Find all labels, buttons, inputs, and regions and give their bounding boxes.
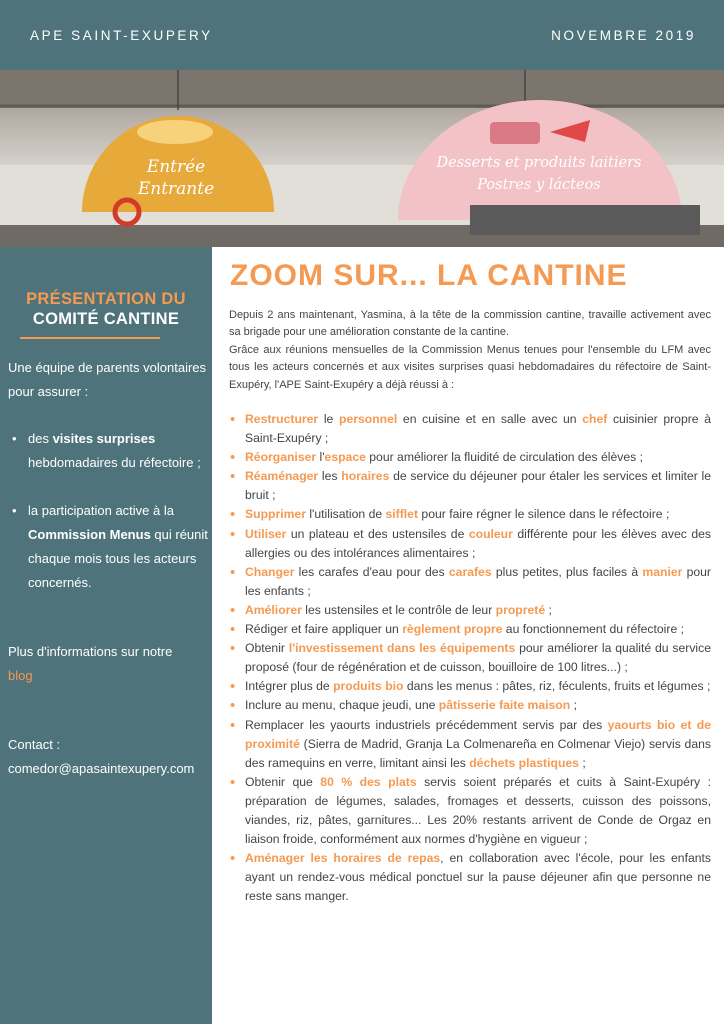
item-text: Obtenir que [245, 774, 321, 789]
highlight-text: sifflet [385, 507, 419, 522]
cafeteria-photo [0, 70, 724, 247]
item-text: (Sierra de Madrid, Granja La Colmenareña en Colmenar Viejo) servis dans des ramequins en verre, limitant ainsi les [245, 736, 711, 770]
intro-text: Depuis 2 ans maintenant, Yasmina, à la tête de la commission cantine, travaille activement avec sa brigade pour une amélioration constante de la cantine. Grâce aux réunions mensuelles de la Commission Menus tenues pour l'ensemble du LFM avec tous les acteurs concernés et aux visites surprises quasi hebdomadaires du réfectoire de Saint-Exupéry, l'APE Saint-Exupéry a déjà réussi à : [229, 309, 711, 391]
item-text: pour les enfants ; [245, 564, 711, 598]
highlight-text: carafes [448, 564, 492, 579]
list-item [229, 639, 711, 677]
highlight-text: 80 % des plats [320, 774, 417, 789]
item-text: le [318, 412, 339, 426]
highlight-text: Utiliser [245, 526, 287, 541]
highlight-text: Changer [245, 564, 295, 579]
item-text: les [318, 469, 342, 484]
list-item [229, 677, 711, 696]
item-text: en cuisine et en salle avec un [397, 412, 583, 426]
item-text: au fonctionnement du réfectoire ; [502, 622, 684, 637]
item-text: Rédiger et faire appliquer un [245, 622, 403, 637]
highlight-text: chef [582, 412, 608, 426]
highlight-text: yaourts bio et de proximité [245, 717, 711, 751]
highlight-text: produits bio [333, 679, 404, 694]
achievements-list [229, 410, 711, 906]
highlight-text: déchets plastiques [469, 755, 579, 770]
highlight-text: règlement propre [402, 622, 503, 637]
list-item [229, 601, 711, 620]
page-title: ZOOM SUR... LA CANTINE [230, 259, 628, 292]
list-item [229, 448, 711, 467]
item-text: pour faire régner le silence dans le réfectoire ; [418, 507, 670, 522]
highlight-text: horaires [341, 469, 390, 484]
item-text: ; [578, 755, 586, 770]
item-text: pour améliorer la qualité du service proposé (four de régénération et de cuisson, bouilloire de 100 litres...) ; [245, 641, 711, 675]
contact-email[interactable]: comedor@apasaintexupery.com [8, 761, 195, 776]
item-text: Remplacer les yaourts industriels précédemment servis par des [245, 717, 608, 732]
sign-left-text: Entrée Entrante [137, 157, 215, 199]
list-item [229, 467, 711, 505]
list-item [229, 773, 711, 849]
highlight-text: l'investissement dans les équipements [288, 641, 516, 656]
sidebar-intro: Une équipe de parents volontaires pour assurer : [8, 360, 207, 399]
sidebar [0, 247, 212, 1024]
list-item [229, 716, 711, 773]
item-text: Obtenir [245, 641, 289, 656]
list-item [229, 696, 711, 715]
sidebar-list-item: • des visites surprises hebdomadaires du réfectoire ; [8, 427, 208, 475]
item-text: Inclure au menu, chaque jeudi, une [245, 698, 439, 713]
blog-link[interactable]: blog [8, 668, 33, 683]
list-item [229, 525, 711, 563]
sidebar-list [8, 427, 208, 475]
item-text: plus petites, plus faciles à [491, 564, 643, 579]
item-text: l'utilisation de [305, 507, 386, 522]
highlight-text: personnel [339, 412, 398, 426]
item-text: différente pour les élèves avec des allergies ou des intolérances alimentaires ; [245, 526, 711, 560]
highlight-text: Réorganiser [245, 450, 317, 465]
item-text: un plateau et des ustensiles de [286, 526, 469, 541]
highlight-text: couleur [468, 526, 513, 541]
list-item [229, 505, 711, 524]
highlight-text: Améliorer [245, 602, 302, 617]
item-text: l' [316, 450, 325, 465]
highlight-text: Réaménager [245, 469, 319, 484]
item-text: Intégrer plus de [245, 679, 334, 694]
item-text: servis soient préparés et cuits à Saint-Exupéry : préparation de légumes, salades, fromages et desserts, cuisson des poissons, viandes, riz, pâtes, garnitures... Les 20% restants arrivent de Conde de Orgaz en liaison froide, conformément aux normes d'hygiène en vigueur ; [245, 774, 711, 847]
list-item [229, 849, 711, 906]
highlight-text: Restructurer [245, 412, 319, 426]
sidebar-list-item: • la participation active à la Commission Menus qui réunit chaque mois tous les acteurs concernés. [8, 499, 208, 595]
highlight-text: Supprimer [245, 507, 306, 522]
item-text: dans les menus : pâtes, riz, féculents, fruits et légumes ; [403, 679, 711, 694]
highlight-text: Aménager les horaires de repas [245, 851, 441, 866]
header-bar [0, 0, 724, 70]
org-name: APE SAINT-EXUPERY [30, 27, 213, 43]
highlight-text: espace [324, 450, 366, 465]
item-text: ; [570, 698, 577, 713]
highlight-text: manier [642, 564, 683, 579]
item-text: les carafes d'eau pour des [294, 564, 449, 579]
highlight-text: pâtisserie faite maison [438, 698, 571, 713]
sidebar-contact: Contact : comedor@apasaintexupery.com [8, 737, 195, 776]
highlight-text: propreté [495, 602, 546, 617]
list-item [229, 563, 711, 601]
list-item [229, 410, 711, 448]
sidebar-more-info: Plus d'informations sur notre blog [8, 644, 173, 683]
issue-date: NOVEMBRE 2019 [551, 27, 696, 43]
item-text: ; [545, 602, 552, 617]
item-text: pour améliorer la fluidité de circulation des élèves ; [365, 450, 643, 465]
item-text: , en collaboration avec l'école, pour les enfants ayant un rendez-vous médical ponctuel sur la pause déjeuner afin que personne ne reste sans manger. [245, 851, 711, 904]
item-text: cuisinier propre à Saint-Exupéry ; [245, 412, 712, 446]
sign-right-text: Desserts et produits laitiers Postres y lácteos [436, 155, 642, 193]
list-item [229, 620, 711, 639]
sidebar-title: PRÉSENTATION DU COMITÉ CANTINE [26, 290, 186, 328]
item-text: les ustensiles et le contrôle de leur [301, 602, 496, 617]
sidebar-divider [20, 337, 160, 339]
item-text: de service du déjeuner pour étaler les services et limiter le bruit ; [245, 469, 712, 503]
sidebar-list-2 [8, 499, 208, 595]
